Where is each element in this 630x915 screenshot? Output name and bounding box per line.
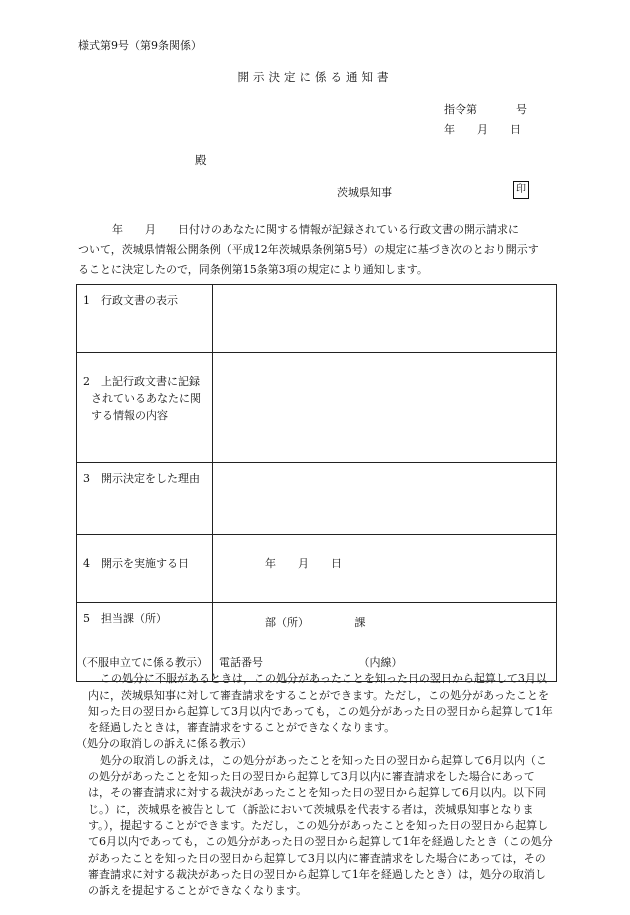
document-display-field[interactable] <box>213 285 557 353</box>
issue-date-line: 年 月 日 <box>444 123 521 136</box>
document-title: 開示決定に係る通知書 <box>237 70 393 84</box>
disclosure-date-label: 4 開示を実施する日 <box>77 535 213 603</box>
lawsuit-notice-text: 処分の取消しの訴えは，この処分があったことを知った日の翌日から起算して6月以内（この処分があったことを知った日の翌日から起算して3月以内に審査請求をした場合にあっては，その審査請求に対する裁決があったことを知った日の翌日から起算して6月以内。以下同じ。）に，茨城県を被告として（訴訟において茨城県を代表する者は，茨城県知事となります。），提起することができます。ただし，この処分があったことを知った日の翌日から起算して6月以内であっても，この処分があった日の翌日から起算して1年を経過したとき（この処分があったことを知った日の翌日から起算して3月以内に審査請求をした場合にあっては，その審査請求に対する裁決があった日の翌日から起算して1年を経過したとき）は，処分の取消しの訴えを提起することができなくなります。 <box>88 753 553 898</box>
contact-dept-label: 5 担当課（所） <box>77 603 213 682</box>
appeal-notice-heading: （不服申立てに係る教示） <box>76 656 208 669</box>
legal-notes <box>76 655 556 899</box>
form-number: 様式第9号（第9条関係） <box>78 39 202 52</box>
table-row <box>77 285 557 353</box>
body-line-2: ついて，茨城県情報公開条例（平成12年茨城県条例第5号）の規定に基づき次のとおり開示す <box>78 243 539 256</box>
phone-label: 電話番号 <box>219 656 263 669</box>
disclosure-date-field[interactable] <box>213 535 557 603</box>
extension-label: （内線） <box>358 656 403 669</box>
disclosure-info-table <box>76 284 557 682</box>
info-content-label <box>77 353 213 463</box>
info-content-field[interactable] <box>213 353 557 463</box>
info-content-label-line-2: されているあなたに関 <box>91 392 201 405</box>
notice-body <box>78 220 553 280</box>
directive-label: 指令第 <box>444 103 477 116</box>
table-row <box>77 463 557 535</box>
info-content-label-line-1: 2 上記行政文書に記録 <box>83 375 200 388</box>
body-line-3: ることに決定したので，同条例第15条第3項の規定により通知します。 <box>78 263 428 276</box>
lawsuit-notice-heading: （処分の取消しの訴えに係る教示） <box>76 737 252 751</box>
table-row <box>77 353 557 463</box>
disclosure-date-value: 年 月 日 <box>265 557 342 570</box>
section-unit: 課 <box>354 616 366 629</box>
info-content-label-line-3: する情報の内容 <box>91 409 168 422</box>
dept-unit: 部（所） <box>265 616 309 629</box>
body-line-1: 年 月 日付けのあなたに関する情報が記録されている行政文書の開示請求に <box>112 223 519 236</box>
table-row <box>77 535 557 603</box>
seal-stamp: 印 <box>513 181 529 199</box>
issuer-name: 茨城県知事 <box>337 186 392 199</box>
decision-reason-field[interactable] <box>213 463 557 535</box>
decision-reason-label: 3 開示決定をした理由 <box>77 463 213 535</box>
addressee-suffix: 殿 <box>195 153 207 167</box>
appeal-notice-text: この処分に不服があるときは，この処分があったことを知った日の翌日から起算して3月以内に，茨城県知事に対して審査請求をすることができます。ただし，この処分があったことを知った日の翌日から起算して3月以内であっても，この処分があった日の翌日から起算して1年を経過したときは，審査請求をすることができなくなります。 <box>88 672 553 735</box>
document-display-label: 1 行政文書の表示 <box>77 285 213 353</box>
directive-suffix: 号 <box>516 103 527 116</box>
directive-number-line <box>444 101 527 117</box>
